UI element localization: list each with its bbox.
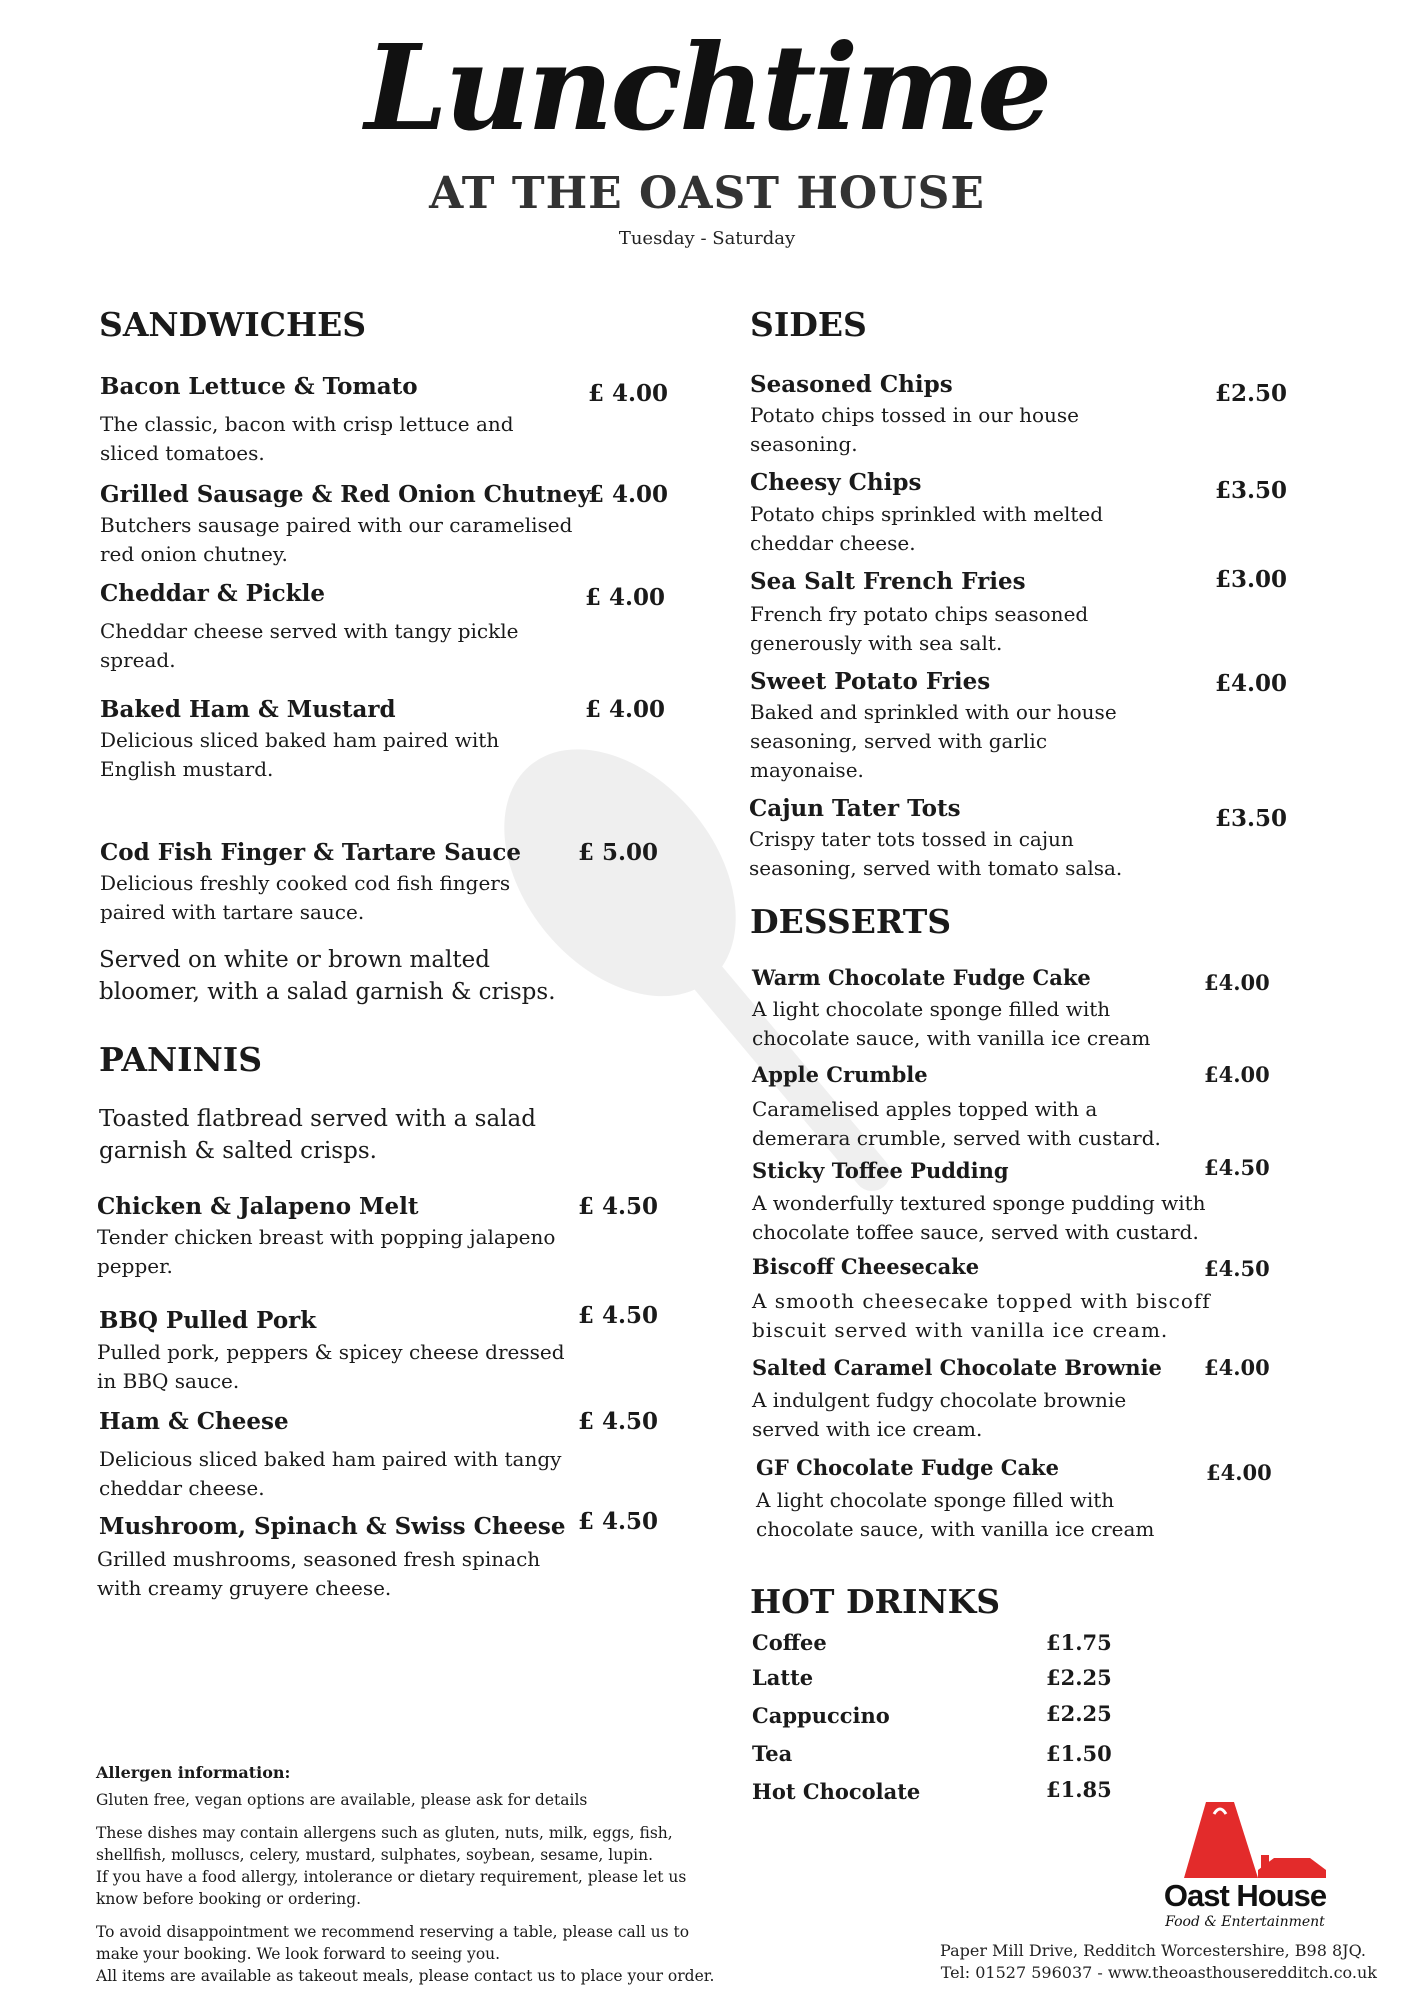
drink-name: Tea — [752, 1741, 793, 1766]
allergen-heading: Allergen information: — [96, 1763, 291, 1782]
menu-item-desc: Potato chips tossed in our house seasoning. — [750, 403, 1079, 456]
menu-item-price: £4.50 — [1204, 1256, 1270, 1281]
menu-item-name: Ham & Cheese — [99, 1408, 289, 1435]
allergen-options: Gluten free, vegan options are available, please ask for details — [96, 1791, 588, 1809]
takeout-note: All items are available as takeout meals, please contact us to place your order. — [96, 1967, 715, 1985]
menu-item-price: £ 4.50 — [578, 1408, 659, 1435]
menu-item-desc: French fry potato chips seasoned generously with sea salt. — [750, 602, 1089, 655]
menu-item-price: £ 4.00 — [588, 481, 669, 508]
menu-item-price: £3.50 — [1215, 805, 1288, 832]
drink-price: £1.50 — [1046, 1741, 1112, 1766]
section-heading-desserts: DESSERTS — [750, 902, 952, 941]
drink-name: Hot Chocolate — [752, 1779, 921, 1804]
menu-item-desc: A light chocolate sponge filled with chocolate sauce, with vanilla ice cream — [752, 997, 1151, 1050]
menu-item-price: £4.00 — [1204, 1355, 1270, 1380]
drink-name: Cappuccino — [752, 1703, 890, 1728]
menu-item-desc: Crispy tater tots tossed in cajun seasoning, served with tomato salsa. — [749, 827, 1123, 880]
menu-item-name: Cajun Tater Tots — [749, 795, 961, 822]
menu-item-price: £ 5.00 — [578, 839, 659, 866]
menu-item-name: Sea Salt French Fries — [750, 568, 1026, 595]
drink-price: £1.75 — [1046, 1630, 1112, 1655]
drink-price: £2.25 — [1046, 1701, 1112, 1726]
menu-item-name: Seasoned Chips — [750, 371, 953, 398]
menu-item-price: £ 4.00 — [585, 696, 666, 723]
menu-item-price: £ 4.50 — [578, 1302, 659, 1329]
menu-item-desc: The classic, bacon with crisp lettuce and sliced tomatoes. — [100, 412, 514, 465]
menu-item-price: £4.50 — [1204, 1155, 1270, 1180]
allergen-advice: If you have a food allergy, intolerance or dietary requirement, please let us know before booking or ordering. — [96, 1868, 687, 1908]
drink-price: £1.85 — [1046, 1777, 1112, 1802]
menu-item-name: Cod Fish Finger & Tartare Sauce — [100, 839, 521, 866]
menu-item-price: £3.50 — [1215, 477, 1288, 504]
menu-item-desc: Delicious sliced baked ham paired with tangy cheddar cheese. — [99, 1447, 562, 1500]
menu-item-price: £4.00 — [1206, 1460, 1272, 1485]
allergen-list: These dishes may contain allergens such as gluten, nuts, milk, eggs, fish, shellfish, molluscs, celery, mustard, sulphates, soybean, sesame, lupin. — [96, 1824, 673, 1864]
menu-item-name: Apple Crumble — [752, 1062, 928, 1087]
menu-item-name: Biscoff Cheesecake — [752, 1254, 980, 1279]
menu-item-name: Chicken & Jalapeno Melt — [97, 1193, 419, 1220]
sandwiches-note: Served on white or brown malted bloomer, with a salad garnish & crisps. — [99, 947, 556, 1005]
menu-item-price: £4.00 — [1215, 670, 1288, 697]
menu-item-price: £ 4.50 — [578, 1508, 659, 1535]
menu-item-name: Cheddar & Pickle — [100, 580, 325, 607]
menu-item-price: £3.00 — [1215, 566, 1288, 593]
menu-item-price: £2.50 — [1215, 380, 1288, 407]
menu-item-name: BBQ Pulled Pork — [99, 1307, 317, 1334]
menu-item-name: Bacon Lettuce & Tomato — [100, 373, 418, 400]
footer-contact: Tel: 01527 596037 - www.theoasthouseredditch.co.uk — [940, 1963, 1377, 1982]
menu-item-price: £ 4.00 — [585, 584, 666, 611]
menu-item-name: Sweet Potato Fries — [750, 668, 991, 695]
menu-item-name: Mushroom, Spinach & Swiss Cheese — [99, 1513, 566, 1540]
menu-item-desc: Cheddar cheese served with tangy pickle spread. — [100, 619, 519, 672]
menu-item-desc: Baked and sprinkled with our house seasoning, served with garlic mayonaise. — [750, 700, 1117, 782]
menu-item-desc: Tender chicken breast with popping jalapeno pepper. — [97, 1225, 556, 1278]
menu-item-desc: Grilled mushrooms, seasoned fresh spinach with creamy gruyere cheese. — [97, 1547, 541, 1600]
menu-item-price: £ 4.50 — [578, 1193, 659, 1220]
drink-name: Coffee — [752, 1630, 827, 1655]
menu-item-desc: Pulled pork, peppers & spicey cheese dressed in BBQ sauce. — [97, 1340, 565, 1393]
logo-tagline: Food & Entertainment — [1165, 1914, 1325, 1930]
menu-item-desc: Butchers sausage paired with our caramelised red onion chutney. — [100, 513, 573, 566]
menu-item-price: £ 4.00 — [588, 380, 669, 407]
page-title: Lunchtime — [364, 18, 1050, 157]
page-subtitle: AT THE OAST HOUSE — [429, 168, 985, 219]
menu-item-desc: Delicious freshly cooked cod fish fingers paired with tartare sauce. — [100, 871, 511, 924]
menu-item-name: Grilled Sausage & Red Onion Chutney — [100, 481, 591, 508]
section-heading-sides: SIDES — [750, 305, 867, 344]
booking-note: To avoid disappointment we recommend reserving a table, please call us to make your booking. We look forward to seeing you. — [96, 1923, 690, 1963]
menu-item-name: Sticky Toffee Pudding — [752, 1158, 1009, 1183]
menu-item-name: GF Chocolate Fudge Cake — [756, 1455, 1059, 1480]
menu-item-desc: Potato chips sprinkled with melted cheddar cheese. — [750, 502, 1104, 555]
menu-item-desc: A light chocolate sponge filled with chocolate sauce, with vanilla ice cream — [756, 1488, 1155, 1541]
section-heading-hot-drinks: HOT DRINKS — [750, 1582, 1001, 1621]
menu-item-desc: A indulgent fudgy chocolate brownie served with ice cream. — [752, 1388, 1127, 1441]
drink-name: Latte — [752, 1665, 814, 1690]
drink-price: £2.25 — [1046, 1665, 1112, 1690]
menu-item-desc: Caramelised apples topped with a demerara crumble, served with custard. — [752, 1097, 1161, 1150]
footer-address: Paper Mill Drive, Redditch Worcestershire, B98 8JQ. — [940, 1941, 1366, 1960]
menu-item-desc: A smooth cheesecake topped with biscoff biscuit served with vanilla ice cream. — [752, 1289, 1211, 1342]
paninis-note: Toasted flatbread served with a salad garnish & salted crisps. — [99, 1106, 536, 1164]
menu-item-desc: A wonderfully textured sponge pudding with chocolate toffee sauce, served with custard. — [752, 1191, 1206, 1244]
menu-item-name: Cheesy Chips — [750, 469, 922, 496]
logo-name: Oast House — [1163, 1878, 1327, 1913]
section-heading-paninis: PANINIS — [99, 1040, 263, 1079]
menu-item-name: Baked Ham & Mustard — [100, 696, 396, 723]
opening-days: Tuesday - Saturday — [618, 228, 796, 249]
menu-item-price: £4.00 — [1204, 970, 1270, 995]
menu-item-desc: Delicious sliced baked ham paired with English mustard. — [100, 728, 500, 781]
menu-item-name: Warm Chocolate Fudge Cake — [752, 965, 1091, 990]
menu-item-name: Salted Caramel Chocolate Brownie — [752, 1355, 1162, 1380]
section-heading-sandwiches: SANDWICHES — [99, 305, 367, 344]
menu-item-price: £4.00 — [1204, 1062, 1270, 1087]
